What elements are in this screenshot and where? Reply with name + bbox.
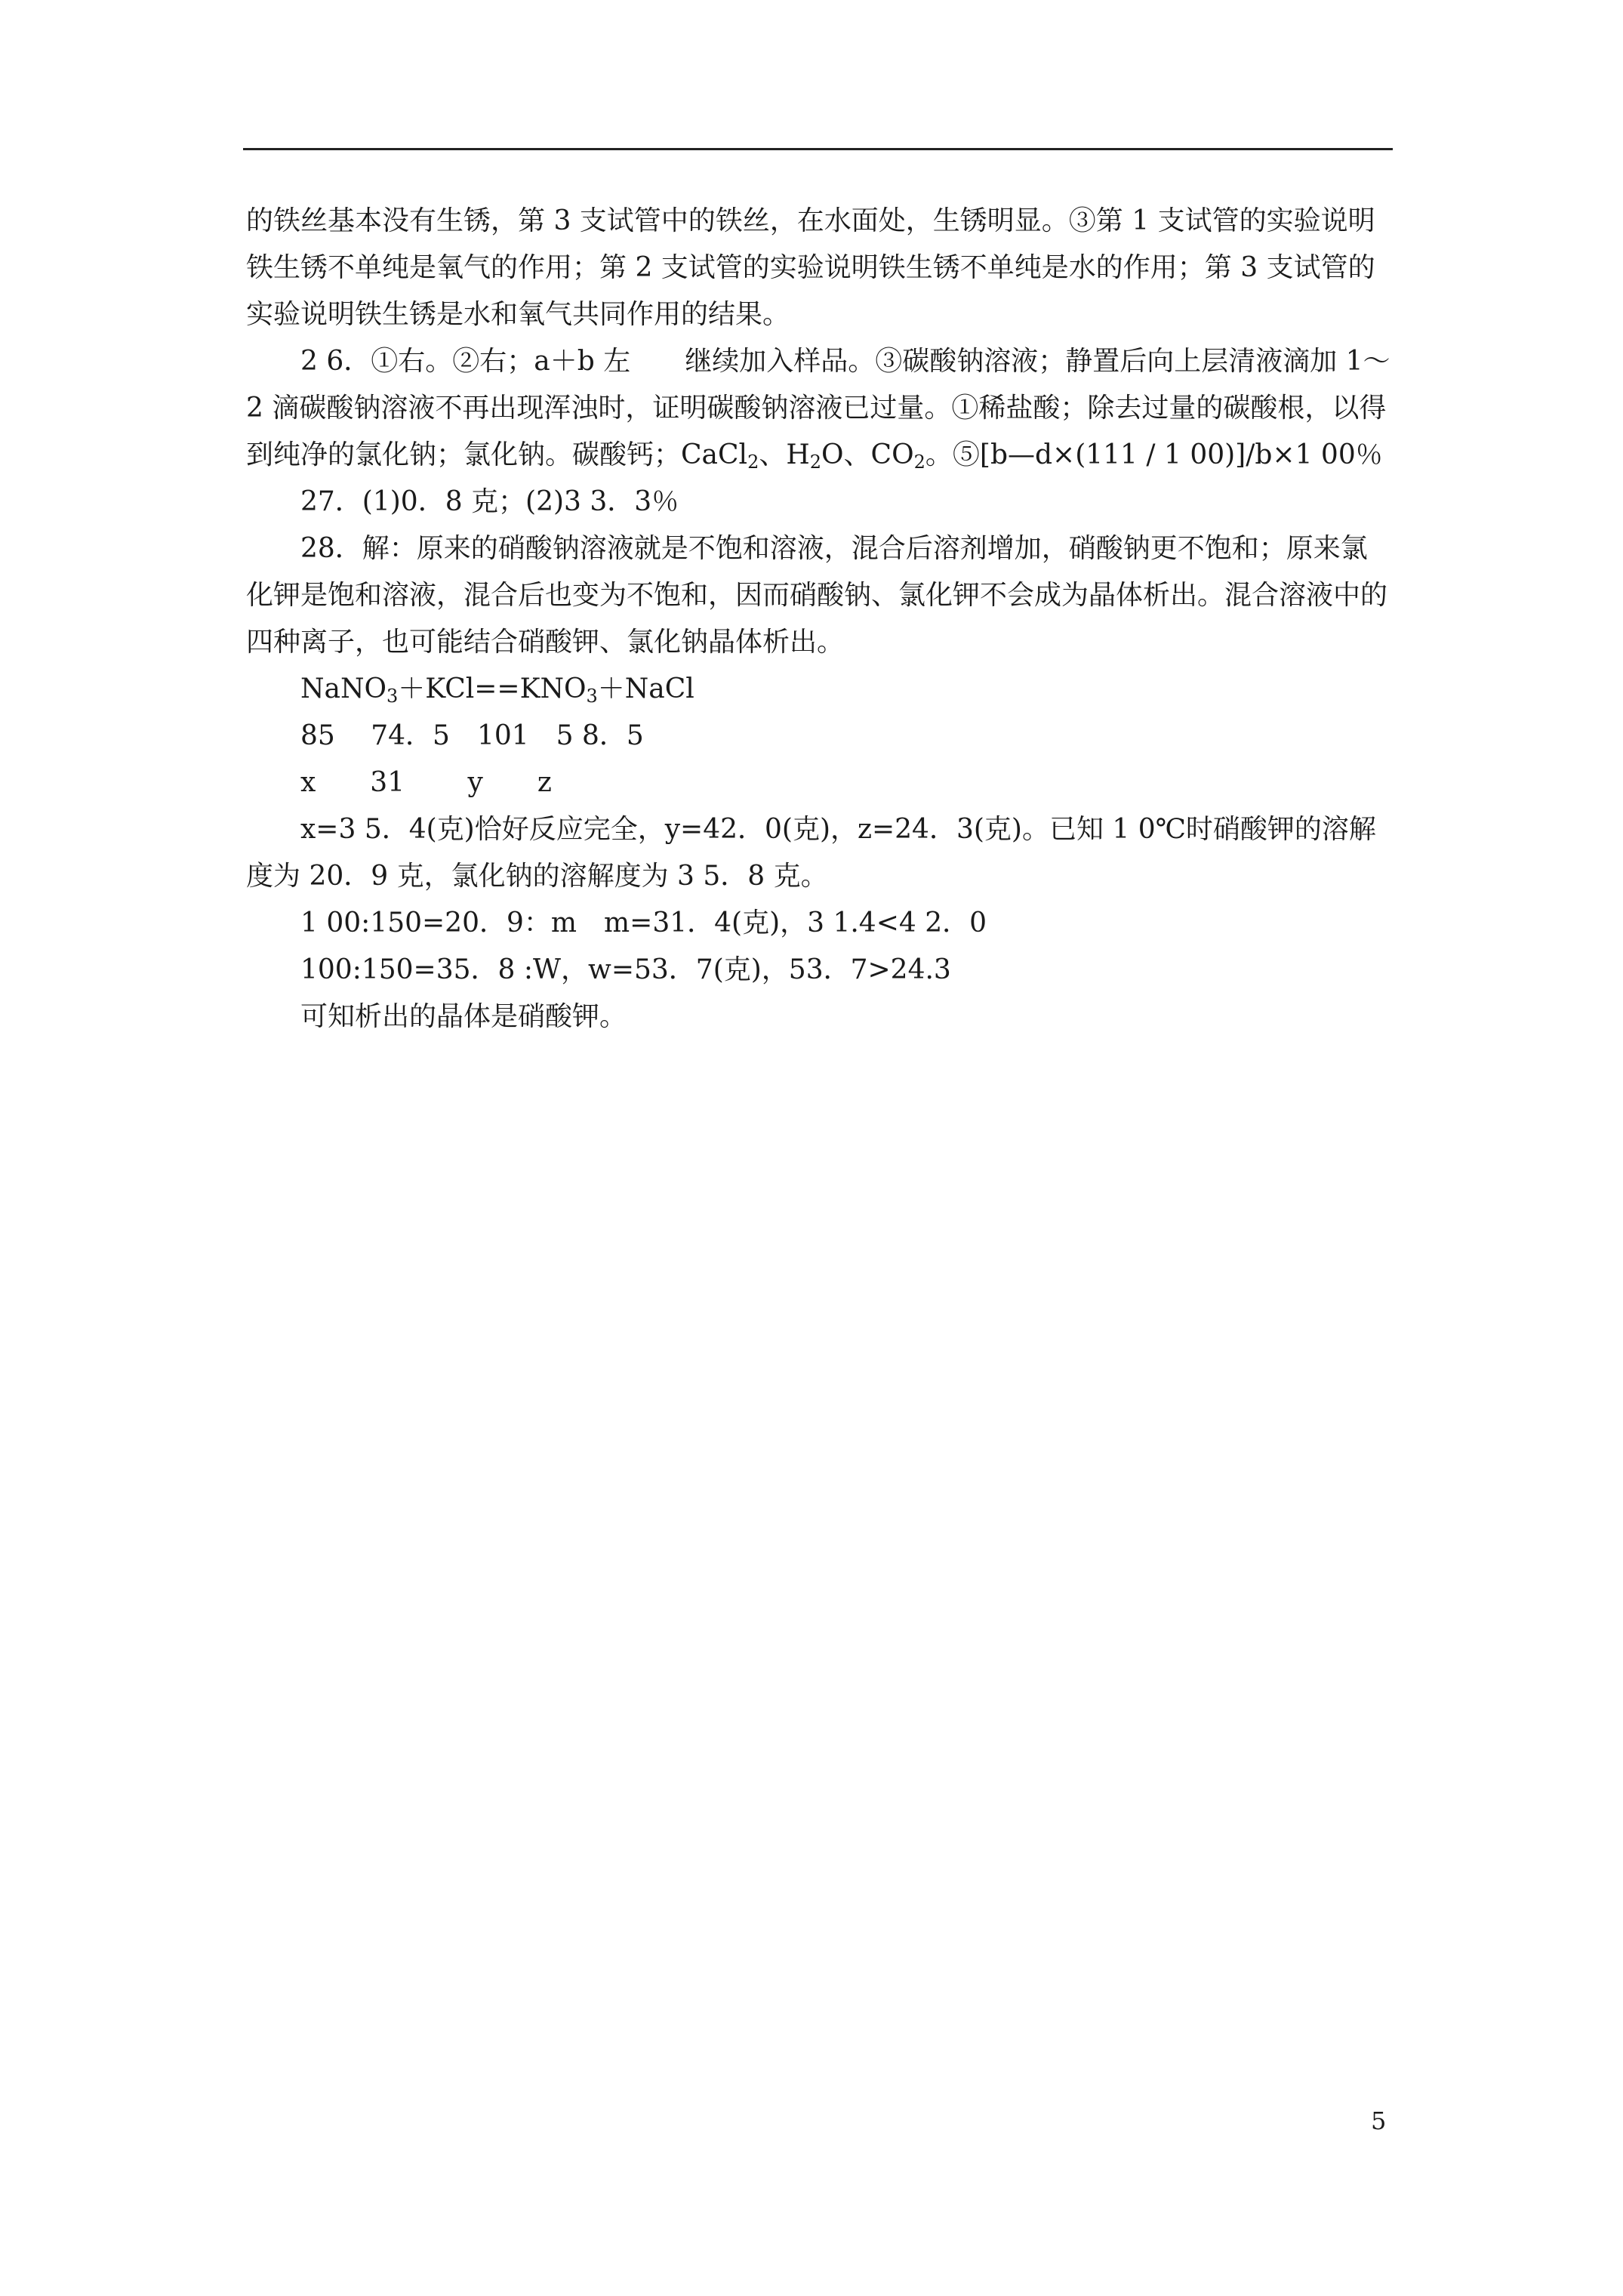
equation-sub1: 3: [386, 686, 399, 707]
page-number: 5: [1371, 2106, 1387, 2135]
answer-26: [246, 338, 1394, 479]
header-rule: [243, 148, 1393, 150]
answer-26-text-b: 、H: [759, 439, 810, 470]
answer-26-sub2: 2: [809, 451, 822, 473]
reaction-equation: [246, 666, 1394, 713]
paragraph-continuation: 的铁丝基本没有生锈，第 3 支试管中的铁丝，在水面处，生锈明显。③第 1 支试管的实验说明铁生锈不单纯是氧气的作用；第 2 支试管的实验说明铁生锈不单纯是水的作用；第 3 支试管的实验说明铁生锈是水和氧气共同作用的结果。: [246, 205, 1375, 330]
solution-line: x=3 5．4(克)恰好反应完全，y=42．0(克)，z=24．3(克)。已知 1 0℃时硝酸钾的溶解度为 20．9 克，氯化钠的溶解度为 3 5．8 克。: [246, 814, 1376, 892]
answer-26-sub1: 2: [747, 451, 759, 473]
variable-line: x 31 y z: [300, 767, 552, 798]
answer-26-text-d: 。⑤[b—d×(111 / 1 00)]/b×1 00％: [925, 439, 1383, 470]
conclusion-line: 可知析出的晶体是硝酸钾。: [300, 1001, 627, 1032]
answer-26-text-c: O、CO: [821, 439, 914, 470]
equation-part2: ＋KCl==KNO: [398, 673, 587, 704]
answer-26-text-a: 2 6．①右。②右；a＋b 左 继续加入样品。③碳酸钠溶液；静置后向上层清液滴加 1～2 滴碳酸钠溶液不再出现浑浊时，证明碳酸钠溶液已过量。①稀盐酸；除去过量的碳酸根，以得到纯净的氯化钠；氯化钠。碳酸钙；CaCl: [246, 346, 1390, 470]
answer-26-sub3: 2: [913, 451, 925, 473]
equation-part1: NaNO: [300, 673, 387, 704]
equation-sub2: 3: [586, 686, 598, 707]
answer-28-intro: 28．解：原来的硝酸钠溶液就是不饱和溶液，混合后溶剂增加，硝酸钠更不饱和；原来氯化钾是饱和溶液，混合后也变为不饱和，因而硝酸钠、氯化钾不会成为晶体析出。混合溶液中的四种离子，也可能结合硝酸钾、氯化钠晶体析出。: [246, 533, 1388, 658]
equation-part3: ＋NaCl: [597, 673, 694, 704]
molar-mass-line: 85 74．5 101 5 8．5: [300, 720, 644, 751]
ratio-line-2: 100:150=35．8 :W，w=53．7(克)，53．7>24.3: [300, 954, 951, 985]
ratio-line-1: 1 00:150=20．9：m m=31．4(克)，3 1.4<4 2．0: [300, 908, 987, 938]
document-body: [246, 198, 1394, 1040]
answer-27: 27．(1)0．8 克；(2)3 3．3％: [300, 486, 679, 517]
